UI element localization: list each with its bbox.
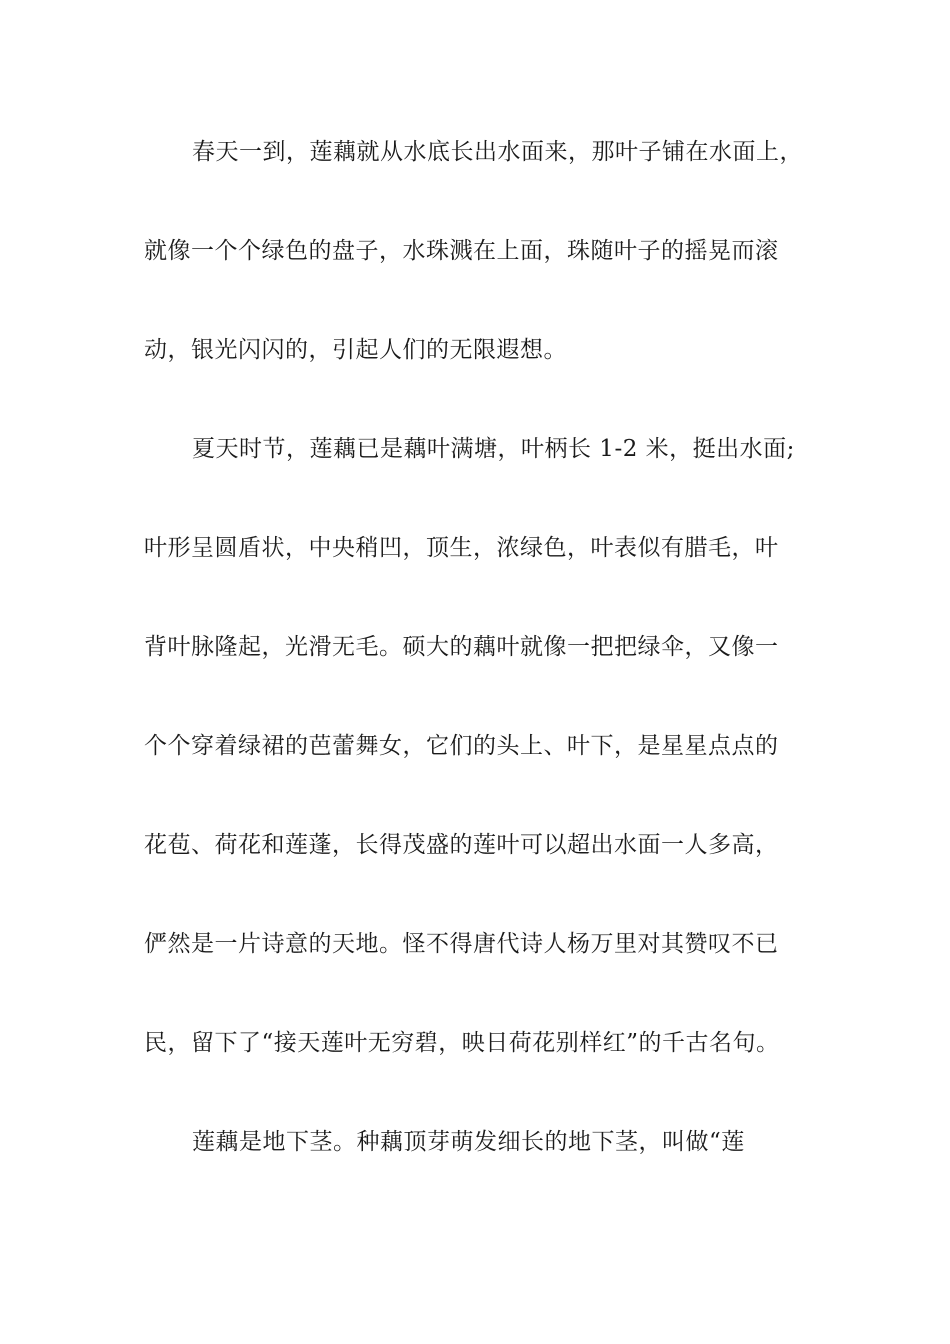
paragraph-3-line-1: 莲藕是地下茎。种藕顶芽萌发细长的地下茎，叫做“莲 <box>192 1129 745 1155</box>
paragraph-1-line-2: 就像一个个绿色的盘子，水珠溅在上面，珠随叶子的摇晃而滚 <box>144 238 779 264</box>
paragraph-1-line-1: 春天一到，莲藕就从水底长出水面来，那叶子铺在水面上， <box>192 139 803 165</box>
paragraph-2-line-5: 花苞、荷花和莲蓬，长得茂盛的莲叶可以超出水面一人多高， <box>144 832 779 858</box>
paragraph-2-line-2: 叶形呈圆盾状，中央稍凹，顶生，浓绿色，叶表似有腊毛，叶 <box>144 535 779 561</box>
paragraph-2-line-7: 民，留下了“接天莲叶无穷碧，映日荷花别样红”的千古名句。 <box>144 1030 780 1056</box>
paragraph-2-line-1: 夏天时节，莲藕已是藕叶满塘，叶柄长 1-2 米，挺出水面; <box>192 436 795 462</box>
paragraph-2-line-6: 俨然是一片诗意的天地。怪不得唐代诗人杨万里对其赞叹不已 <box>144 931 779 957</box>
paragraph-2-line-4: 个个穿着绿裙的芭蕾舞女，它们的头上、叶下，是星星点点的 <box>144 733 779 759</box>
paragraph-2-line-3: 背叶脉隆起，光滑无毛。硕大的藕叶就像一把把绿伞，又像一 <box>144 634 779 660</box>
paragraph-1-line-3: 动，银光闪闪的，引起人们的无限遐想。 <box>144 337 567 363</box>
